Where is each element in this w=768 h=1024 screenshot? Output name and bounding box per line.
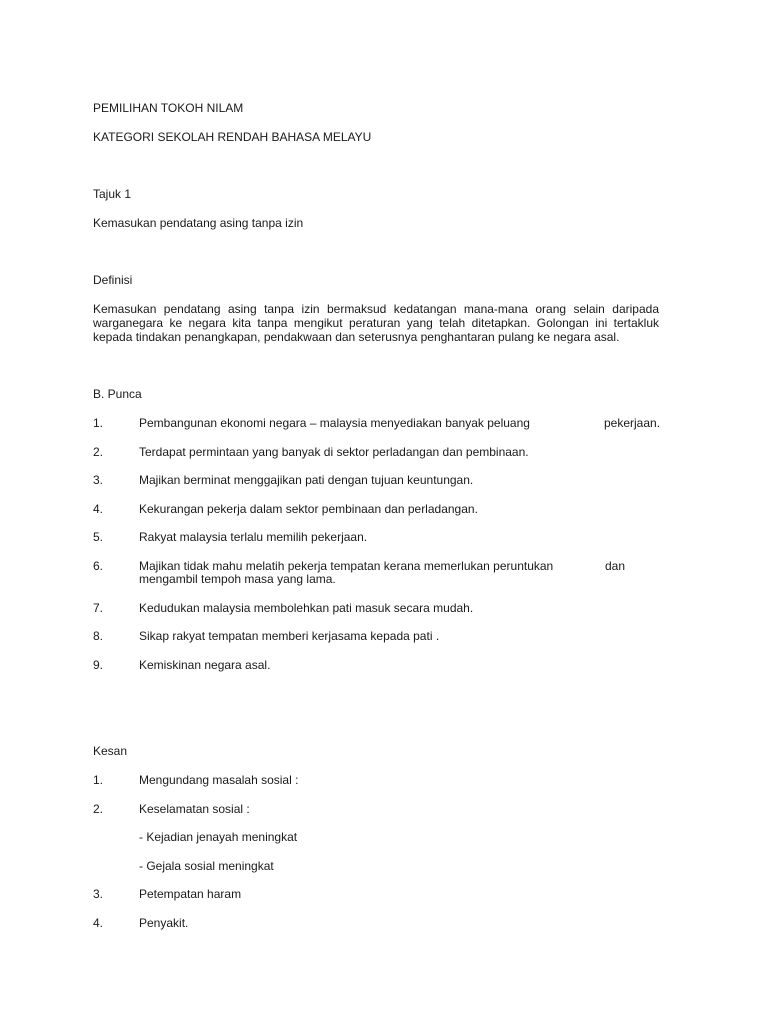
item-number: 1.	[93, 416, 104, 430]
punca-item-2	[93, 445, 693, 475]
kesan-subitem-1: - Kejadian jenayah meningkat	[139, 830, 298, 844]
kesan-item-4	[93, 916, 693, 946]
punca-item-5	[93, 530, 693, 560]
item-text: Penyakit.	[139, 916, 189, 930]
item-text: Mengundang masalah sosial :	[139, 773, 299, 787]
item-text: Majikan berminat menggajikan pati dengan tujuan keuntungan.	[139, 473, 474, 487]
item-number: 8.	[93, 629, 104, 643]
kesan-subitem-2: - Gejala sosial meningkat	[139, 859, 274, 873]
item-tail: pekerjaan.	[604, 416, 661, 430]
item-text: Kedudukan malaysia membolehkan pati masuk secara mudah.	[139, 601, 474, 615]
punca-item-4	[93, 502, 693, 532]
item-text: Majikan tidak mahu melatih pekerja tempatan kerana memerlukan peruntukan	[139, 559, 554, 573]
definisi-text: Kemasukan pendatang asing tanpa izin bermaksud kedatangan mana-mana orang selain daripada warganegara ke negara kita tanpa mengikut peraturan yang telah ditetapkan. Golongan ini tertakluk kepada tindakan penangkapan, pendakwaan dan seterusnya penghantaran pulang ke negara asal.	[93, 302, 659, 344]
item-number: 7.	[93, 601, 104, 615]
item-number: 3.	[93, 887, 104, 901]
item-number: 4.	[93, 916, 104, 930]
item-number: 6.	[93, 559, 104, 573]
item-text: Kemiskinan negara asal.	[139, 658, 271, 672]
item-number: 1.	[93, 773, 104, 787]
item-number: 2.	[93, 802, 104, 816]
tajuk-label: Tajuk 1	[93, 187, 132, 201]
punca-item-7	[93, 601, 693, 631]
item-number: 3.	[93, 473, 104, 487]
item-text: Sikap rakyat tempatan memberi kerjasama kepada pati .	[139, 629, 440, 643]
punca-item-1	[93, 416, 693, 446]
punca-item-3	[93, 473, 693, 503]
kesan-item-2	[93, 802, 693, 832]
item-text: Rakyat malaysia terlalu memilih pekerjaan.	[139, 530, 368, 544]
item-number: 5.	[93, 530, 104, 544]
item-text-continuation: mengambil tempoh masa yang lama.	[139, 572, 336, 586]
definisi-paragraph	[93, 302, 659, 344]
tajuk-text: Kemasukan pendatang asing tanpa izin	[93, 216, 304, 230]
item-number: 9.	[93, 658, 104, 672]
kesan-item-3	[93, 887, 693, 917]
item-number: 4.	[93, 502, 104, 516]
item-text: Keselamatan sosial :	[139, 802, 250, 816]
category-line: KATEGORI SEKOLAH RENDAH BAHASA MELAYU	[93, 130, 372, 144]
kesan-heading: Kesan	[93, 744, 128, 758]
item-tail: dan	[605, 559, 626, 573]
item-text: Kekurangan pekerja dalam sektor pembinaan dan perladangan.	[139, 502, 478, 516]
definisi-heading: Definisi	[93, 273, 133, 287]
item-text: Pembangunan ekonomi negara – malaysia menyediakan banyak peluang	[139, 416, 530, 430]
item-text: Petempatan haram	[139, 887, 242, 901]
punca-item-8	[93, 629, 693, 659]
punca-heading: B. Punca	[93, 387, 142, 401]
punca-item-6	[93, 559, 693, 589]
document-title: PEMILIHAN TOKOH NILAM	[93, 101, 244, 115]
kesan-item-1	[93, 773, 693, 803]
item-text: Terdapat permintaan yang banyak di sektor perladangan dan pembinaan.	[139, 445, 529, 459]
punca-item-9	[93, 658, 693, 688]
item-number: 2.	[93, 445, 104, 459]
